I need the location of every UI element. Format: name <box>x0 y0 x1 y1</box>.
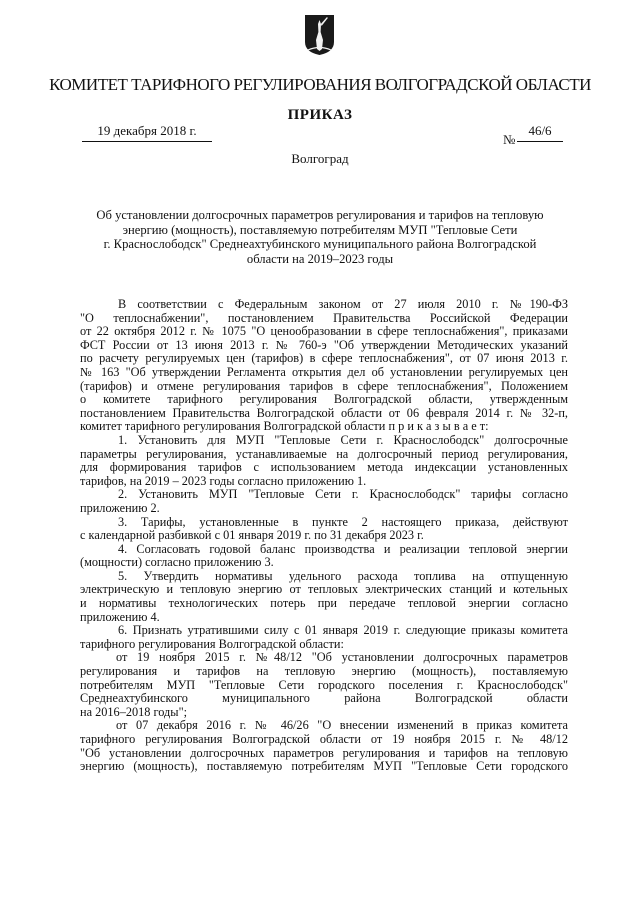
title-line: Об установлении долгосрочных параметров регулирования и тарифов на тепловую <box>96 208 544 222</box>
document-title <box>90 208 550 266</box>
body-line: 4. Согласовать годовой баланс производства и реализации тепловой энергии <box>118 541 568 556</box>
body-line: тарифного регулирования Волгоградской области от 19 ноября 2015 г. № 48/12 <box>80 732 568 746</box>
body-line: В соответствии с Федеральным законом от 27 июля 2010 г. №190-ФЗ <box>118 297 568 311</box>
number-underline <box>517 139 563 142</box>
body-line: для формирования тарифов с использованием метода индексации установленных <box>80 460 568 475</box>
document-date <box>82 123 212 142</box>
body-line: 6. Признать утратившими силу с 01 января 2019 г. следующие приказы комитета <box>118 623 568 638</box>
body-line: Среднеахтубинского муниципального района Волгоградской области <box>80 691 568 706</box>
body-line: регулирования и тарифов на тепловую энергию (мощность), поставляемую <box>80 664 568 679</box>
document-type: ПРИКАЗ <box>287 107 353 123</box>
body-line: 5. Утвердить нормативы удельного расхода топлива на отпущенную <box>118 568 568 583</box>
date-value: 19 декабря 2018 г. <box>97 123 197 138</box>
date-underline <box>82 139 212 142</box>
body-line: постановлением Правительства Волгоградской области от 06 февраля 2014 г. № 32-п, <box>80 405 568 420</box>
organization-name: КОМИТЕТ ТАРИФНОГО РЕГУЛИРОВАНИЯ ВОЛГОГРАДСКОЙ ОБЛАСТИ <box>49 75 591 94</box>
body-line: о комитете тарифного регулирования Волгоградской области, утвержденным <box>80 392 568 407</box>
body-line: (тарифов) и отмене регулирования тарифов в сфере теплоснабжения", Положением <box>80 378 568 393</box>
body-line: 2. Установить МУП "Тепловые Сети г. Краснослободск" тарифы согласно <box>118 487 568 502</box>
city-name: Волгоград <box>291 151 349 166</box>
body-line: и нормативы технологических потерь при передаче тепловой энергии согласно <box>80 596 568 611</box>
body-line: 1. Установить для МУП "Тепловые Сети г. Краснослободск" долгосрочные <box>118 432 568 447</box>
body-line: на 2016–2018 годы"; <box>80 704 188 719</box>
body-line: ФСТ России от 13 июня 2013 г. № 760-э "Об утверждении Методических указаний <box>80 337 568 352</box>
body-line: от 19 ноября 2015 г. №48/12 "Об установлении долгосрочных параметров <box>116 650 568 665</box>
number-sign: № <box>503 132 516 147</box>
body-line: "О теплоснабжении", постановлением Правительства Российской Федерации <box>80 310 568 325</box>
document-number <box>503 123 563 147</box>
body-line: комитет тарифного регулирования Волгоградской области п р и к а з ы в а е т: <box>80 419 489 434</box>
body-line: "Об установлении долгосрочных параметров регулирования и тарифов на тепловую <box>80 745 568 760</box>
body-line: приложению 4. <box>80 609 160 624</box>
body-line: тарифного регулирования Волгоградской области: <box>80 636 344 651</box>
body-line: 3. Тарифы, установленные в пункте 2 настоящего приказа, действуют <box>118 514 568 529</box>
document-body <box>80 298 568 774</box>
body-line: энергию (мощность), поставляемую потребителям МУП "Тепловые Сети городского <box>80 759 568 774</box>
body-line: потребителям МУП "Тепловые Сети городского поселения г. Краснослободск" <box>80 677 568 692</box>
volgograd-coat-of-arms-icon <box>304 14 335 56</box>
body-line: № 163 "Об утверждении Регламента открытия дел об установлении регулируемых цен <box>80 364 568 379</box>
body-line: (мощности) согласно приложению 3. <box>80 555 274 570</box>
body-line: тарифов, на 2019 – 2023 годы согласно приложению 1. <box>80 473 367 488</box>
number-value: 46/6 <box>528 123 552 138</box>
title-line: области на 2019–2023 годы <box>246 251 394 266</box>
body-line: параметры регулирования, устанавливаемые на долгосрочный период регулирования, <box>80 446 568 461</box>
body-line: от 07 декабря 2016 г. № 46/26 "О внесении изменений в приказ комитета <box>116 718 568 733</box>
title-line: г. Краснослободск" Среднеахтубинского муниципального района Волгоградской <box>103 237 537 252</box>
title-line: энергию (мощность), поставляемую потребителям МУП "Тепловые Сети <box>122 222 518 237</box>
body-line: электрическую и тепловую энергию от тепловых электрических станций и котельных <box>80 582 568 597</box>
body-line: от 22 октября 2012 г. № 1075 "О ценообразовании в сфере теплоснабжения", приказами <box>80 324 568 339</box>
body-line: по расчету регулируемых цен (тарифов) в сфере теплоснабжения", от 07 июня 2013 г. <box>80 351 568 366</box>
body-line: с календарной разбивкой с 01 января 2019 г. по 31 декабря 2023 г. <box>80 528 424 543</box>
body-line: приложению 2. <box>80 500 160 515</box>
